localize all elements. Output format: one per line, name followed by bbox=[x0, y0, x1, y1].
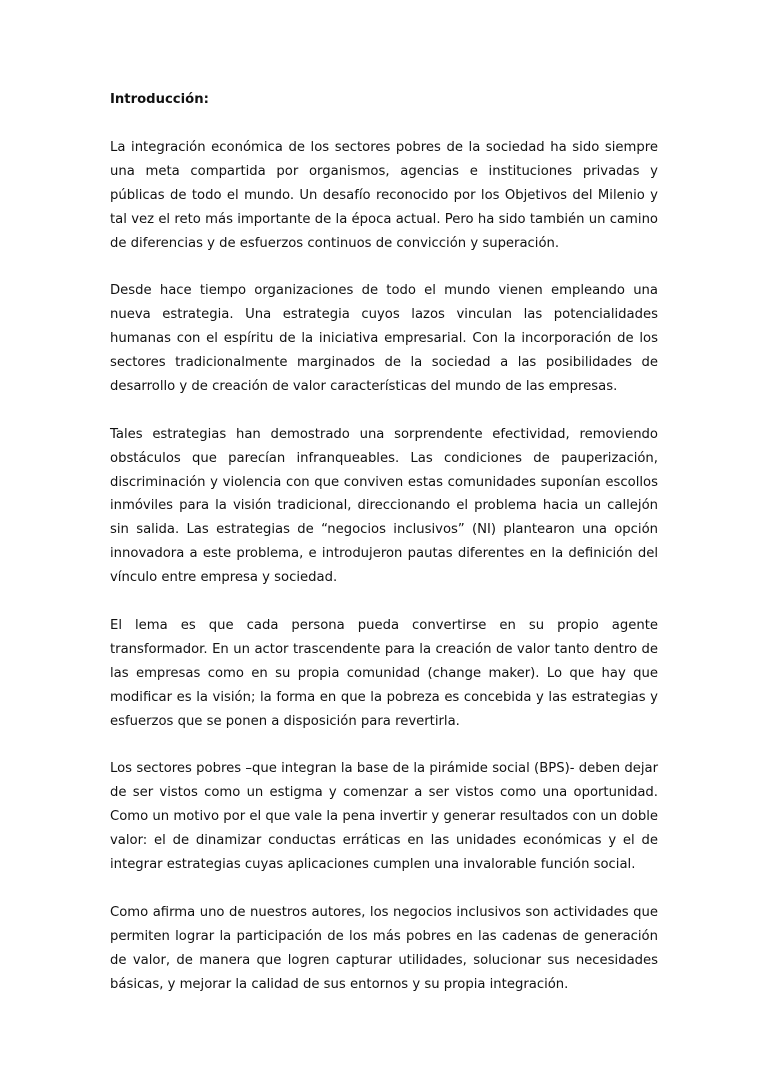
paragraph-5: Los sectores pobres –que integran la base de la pirámide social (BPS)- deben dejar de ser vistos como un estigma y comenzar a ser vistos como una oportunidad. Como un motivo por el que vale la pena invertir y generar resultados con un doble valor: el de dinamizar conductas erráticas en las unidades económicas y el de integrar estrategias cuyas aplicaciones cumplen una invalorable función social. bbox=[110, 761, 658, 873]
paragraph-3: Tales estrategias han demostrado una sorprendente efectividad, removiendo obstáculos que parecían infranqueables. Las condiciones de pauperización, discriminación y violencia con que conviven estas comunidades suponían escollos inmóviles para la visión tradicional, direccionando el problema hacia un callejón sin salida. Las estrategias de “negocios inclusivos” (NI) plantearon una opción innovadora a este problema, e introdujeron pautas diferentes en la definición del vínculo entre empresa y sociedad. bbox=[110, 426, 658, 586]
paragraph-spacer bbox=[110, 399, 658, 423]
paragraph-spacer bbox=[110, 877, 658, 901]
paragraph-spacer bbox=[110, 112, 658, 136]
document-page bbox=[110, 88, 658, 996]
paragraph-6: Como afirma uno de nuestros autores, los negocios inclusivos son actividades que permiten lograr la participación de los más pobres en las cadenas de generación de valor, de manera que logren capturar utilidades, solucionar sus necesidades básicas, y mejorar la calidad de sus entornos y su propia integración. bbox=[110, 904, 658, 992]
paragraph-1: La integración económica de los sectores pobres de la sociedad ha sido siempre una meta compartida por organismos, agencias e instituciones privadas y públicas de todo el mundo. Un desafío reconocido por los Objetivos del Milenio y tal vez el reto más importante de la época actual. Pero ha sido también un camino de diferencias y de esfuerzos continuos de convicción y superación. bbox=[110, 139, 658, 251]
section-heading: Introducción: bbox=[110, 92, 209, 107]
paragraph-spacer bbox=[110, 255, 658, 279]
paragraph-2: Desde hace tiempo organizaciones de todo el mundo vienen empleando una nueva estrategia. Una estrategia cuyos lazos vinculan las potencialidades humanas con el espíritu de la iniciativa empresarial. Con la incorporación de los sectores tradicionalmente marginados de la sociedad a las posibilidades de desarrollo y de creación de valor características del mundo de las empresas. bbox=[110, 283, 658, 394]
paragraph-spacer bbox=[110, 734, 658, 758]
paragraph-spacer bbox=[110, 590, 658, 614]
paragraph-4: El lema es que cada persona pueda convertirse en su propio agente transformador. En un actor trascendente para la creación de valor tanto dentro de las empresas como en su propia comunidad (change maker). Lo que hay que modificar es la visión; la forma en que la pobreza es concebida y las estrategias y esfuerzos que se ponen a disposición para revertirla. bbox=[110, 617, 658, 729]
